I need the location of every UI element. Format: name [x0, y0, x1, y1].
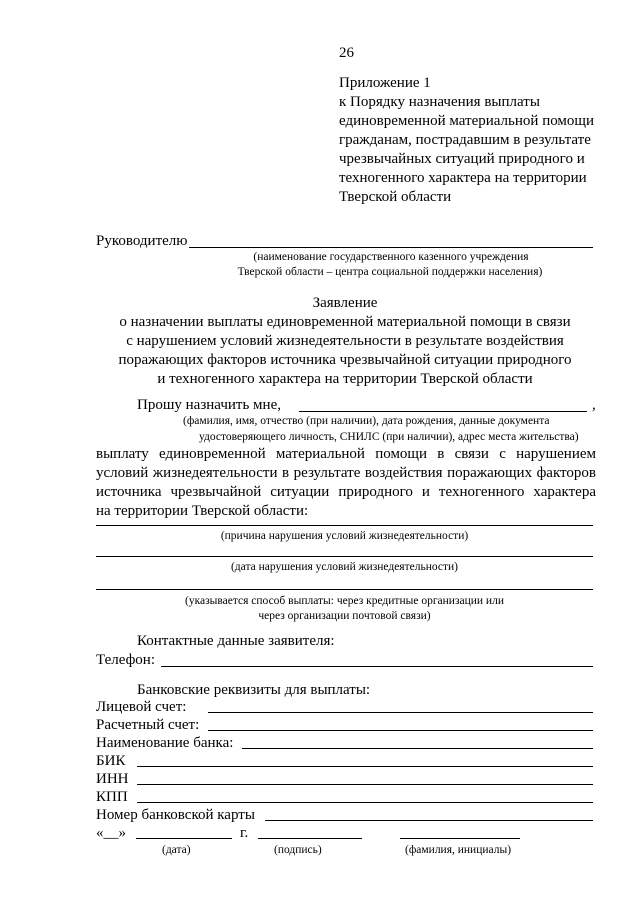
appendix-line: единовременной материальной помощи — [339, 113, 594, 129]
request-body-line: выплату единовременной материальной помощи в связи с нарушением — [96, 446, 596, 462]
date-month-year-field[interactable] — [136, 838, 232, 839]
request-lead: Прошу назначить мне, — [137, 397, 281, 413]
request-body-line: источника чрезвычайной ситуации природного и техногенного характера — [96, 484, 596, 500]
request-body-line: на территории Тверской области: — [96, 503, 309, 519]
inn-field[interactable] — [137, 784, 593, 785]
request-comma: , — [592, 397, 596, 413]
card-number-field[interactable] — [265, 820, 593, 821]
full-name-field[interactable] — [400, 838, 520, 839]
applicant-hint: (фамилия, имя, отчество (при наличии), дата рождения, данные документа — [183, 415, 550, 427]
appendix-line: Приложение 1 — [339, 75, 431, 91]
contacts-heading: Контактные данные заявителя: — [137, 633, 335, 649]
bik-field[interactable] — [137, 766, 593, 767]
year-suffix: г. — [240, 825, 249, 841]
appendix-line: Тверской области — [339, 189, 452, 205]
addressee-label: Руководителю — [96, 233, 188, 249]
reason-hint: (причина нарушения условий жизнедеятельности) — [220, 530, 469, 542]
date-caption: (дата) — [162, 844, 191, 856]
appendix-line: чрезвычайных ситуаций природного и — [339, 151, 585, 167]
bank-name-field[interactable] — [242, 748, 593, 749]
phone-label: Телефон: — [96, 652, 155, 668]
payment-method-field[interactable] — [96, 589, 593, 590]
signature-caption: (подпись) — [274, 844, 322, 856]
addressee-hint: (наименование государственного казенного учреждения — [253, 251, 529, 263]
document-title-line: и техногенного характера на территории Тверской области — [157, 371, 533, 387]
card-number-label: Номер банковской карты — [96, 807, 255, 823]
request-body-line: условий жизнедеятельности в результате воздействия поражающих факторов — [96, 465, 596, 481]
payment-method-hint: (указывается способ выплаты: через кредитные организации или — [185, 595, 504, 607]
applicant-hint: удостоверяющего личность, СНИЛС (при наличии), адрес места жительства) — [199, 431, 579, 443]
kpp-label: КПП — [96, 789, 128, 805]
document-heading: Заявление — [312, 295, 378, 311]
document-title-line: с нарушением условий жизнедеятельности в результате воздействия — [126, 333, 564, 349]
date-day: «__» — [96, 825, 126, 841]
appendix-line: к Порядку назначения выплаты — [339, 94, 540, 110]
violation-date-hint: (дата нарушения условий жизнедеятельности) — [230, 561, 459, 573]
personal-account-field[interactable] — [208, 712, 593, 713]
payment-method-hint: через организации почтовой связи) — [258, 610, 431, 622]
reason-field[interactable] — [96, 525, 593, 526]
signature-field[interactable] — [258, 838, 362, 839]
settlement-account-field[interactable] — [208, 730, 593, 731]
personal-account-label: Лицевой счет: — [96, 699, 187, 715]
bik-label: БИК — [96, 753, 126, 769]
bank-heading: Банковские реквизиты для выплаты: — [137, 682, 371, 698]
phone-field[interactable] — [161, 666, 593, 667]
bank-name-label: Наименование банка: — [96, 735, 234, 751]
document-title-line: поражающих факторов источника чрезвычайной ситуации природного — [118, 352, 572, 368]
page-number: 26 — [339, 45, 354, 61]
violation-date-field[interactable] — [96, 556, 593, 557]
appendix-line: техногенного характера на территории — [339, 170, 587, 186]
settlement-account-label: Расчетный счет: — [96, 717, 200, 733]
kpp-field[interactable] — [137, 802, 593, 803]
full-name-caption: (фамилия, инициалы) — [405, 844, 512, 856]
appendix-line: гражданам, пострадавшим в результате — [339, 132, 591, 148]
applicant-field[interactable] — [299, 411, 587, 412]
inn-label: ИНН — [96, 771, 129, 787]
addressee-field[interactable] — [189, 247, 593, 248]
addressee-hint: Тверской области – центра социальной поддержки населения) — [237, 266, 543, 278]
document-title-line: о назначении выплаты единовременной материальной помощи в связи — [119, 314, 571, 330]
